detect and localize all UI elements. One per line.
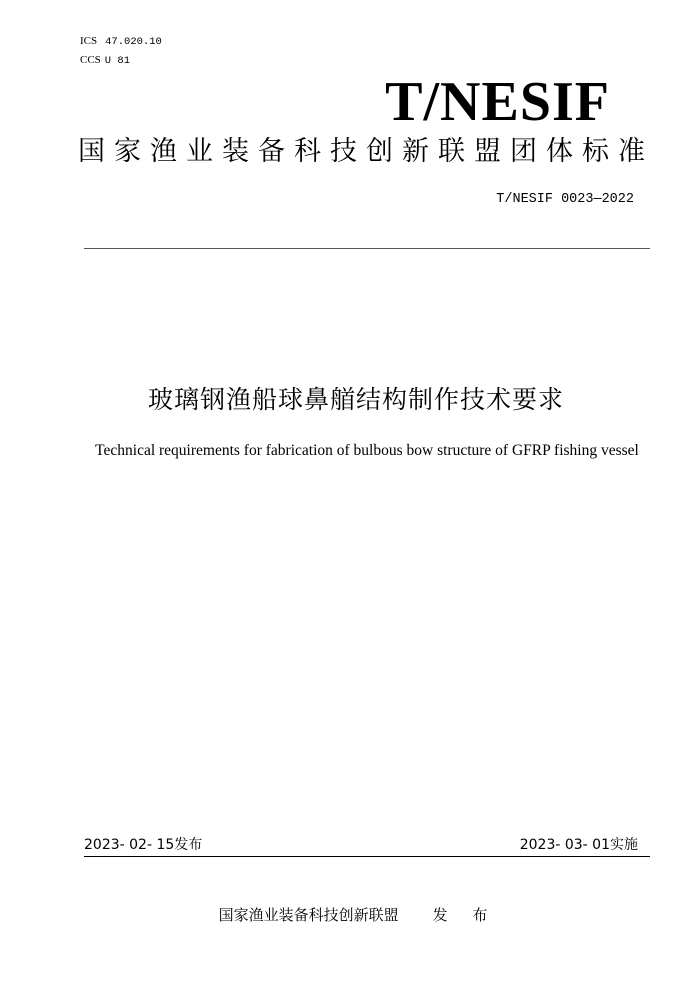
- issue-date: 2023- 02- 15发布: [84, 837, 203, 853]
- ics-code: 47.020.10: [105, 36, 162, 48]
- publisher-line: [0, 904, 700, 926]
- top-divider: [84, 248, 650, 249]
- publisher-name: 国家渔业装备科技创新联盟: [218, 906, 399, 924]
- ics-label: ICS: [80, 35, 98, 47]
- publish-label: 发 布: [432, 906, 498, 924]
- chinese-title: 玻璃钢渔船球鼻艏结构制作技术要求: [147, 385, 564, 414]
- bottom-divider: [84, 856, 650, 857]
- standard-logo: T/NESIF: [385, 71, 610, 133]
- ccs-classification: [80, 52, 130, 69]
- ccs-code: U 81: [104, 55, 131, 67]
- implementation-date: 2023- 03- 01实施: [519, 837, 638, 853]
- english-title: Technical requirements for fabrication of bulbous bow structure of GFRP fishing vessel: [95, 442, 639, 459]
- organization-standard-title: 国家渔业装备科技创新联盟团体标准: [78, 136, 654, 167]
- standard-number: T/NESIF 0023—2022: [496, 192, 634, 207]
- ccs-label: CCS: [80, 54, 101, 66]
- ics-classification: [80, 33, 162, 50]
